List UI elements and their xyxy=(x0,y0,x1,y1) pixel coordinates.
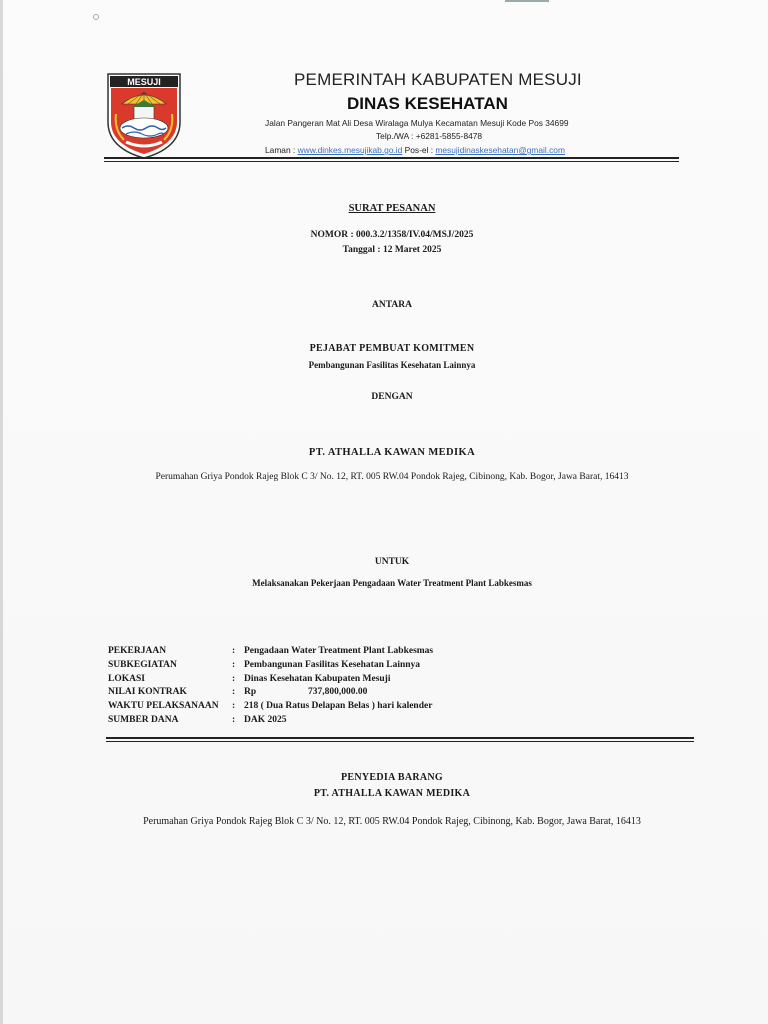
provider-heading: PENYEDIA BARANG xyxy=(340,772,443,783)
detail-value: DAK 2025 xyxy=(244,714,287,725)
email-prefix: Pos-el : xyxy=(402,145,436,155)
government-name: PEMERINTAH KABUPATEN MESUJI xyxy=(294,70,582,89)
purpose-text: Melaksanakan Pekerjaan Pengadaan Water Treatment Plant Labkesmas xyxy=(252,578,532,588)
detail-row-sumber-dana xyxy=(108,715,668,729)
detail-row-lokasi xyxy=(108,674,668,688)
detail-label: PEKERJAAN xyxy=(108,646,167,656)
department-name: DINAS KESEHATAN xyxy=(347,94,508,113)
untuk-heading: UNTUK xyxy=(374,557,410,567)
detail-row-pekerjaan xyxy=(108,646,668,660)
detail-row-waktu-pelaksanaan xyxy=(108,701,668,715)
detail-label: SUMBER DANA xyxy=(108,714,179,725)
details-rule-thin xyxy=(106,741,694,742)
detail-separator: : xyxy=(232,673,236,684)
provider-name: PT. ATHALLA KAWAN MEDIKA xyxy=(313,788,471,799)
document-number: NOMOR : 000.3.2/1358/IV.04/MSJ/2025 xyxy=(310,230,474,240)
detail-value: Pengadaan Water Treatment Plant Labkesmas xyxy=(244,646,434,656)
email-link[interactable]: mesujidinaskesehatan@gmail.com xyxy=(435,145,565,155)
antara-heading: ANTARA xyxy=(372,300,412,310)
detail-separator: : xyxy=(232,701,236,712)
document-title: SURAT PESANAN xyxy=(348,203,436,214)
party2-address: Perumahan Griya Pondok Rajeg Blok C 3/ No. 12, RT. 005 RW.04 Pondok Rajeg, Cibinong, Kab. Bogor, Jawa Barat, 16413 xyxy=(155,472,629,482)
letterhead-rule-thin xyxy=(104,161,679,162)
contract-details xyxy=(108,646,668,729)
detail-value: Pembangunan Fasilitas Kesehatan Lainnya xyxy=(244,659,421,670)
provider-address: Perumahan Griya Pondok Rajeg Blok C 3/ No. 12, RT. 005 RW.04 Pondok Rajeg, Cibinong, Kab. Bogor, Jawa Barat, 16413 xyxy=(143,816,641,827)
details-rule xyxy=(106,737,694,739)
letterhead-address: Jalan Pangeran Mat Ali Desa Wiralaga Mulya Kecamatan Mesuji Kode Pos 34699 xyxy=(265,118,569,128)
detail-label: WAKTU PELAKSANAAN xyxy=(108,701,219,712)
detail-separator: : xyxy=(232,646,236,656)
detail-value: Dinas Kesehatan Kabupaten Mesuji xyxy=(244,673,391,684)
party1-subtitle: Pembangunan Fasilitas Kesehatan Lainnya xyxy=(308,360,476,370)
detail-value: Rp xyxy=(244,687,257,698)
website-prefix: Laman : xyxy=(265,145,298,155)
letterhead-rule xyxy=(104,157,679,159)
letterhead-contacts xyxy=(265,145,565,155)
scan-edge xyxy=(0,0,3,1024)
letterhead-phone: Telp./WA : +6281-5855-8478 xyxy=(376,131,483,141)
website-link[interactable]: www.dinkes.mesujikab.go.id xyxy=(297,145,403,155)
detail-row-nilai-kontrak xyxy=(108,687,668,701)
contract-amount: 737,800,000.00 xyxy=(308,687,368,698)
document-date: Tanggal : 12 Maret 2025 xyxy=(342,245,442,255)
mesuji-emblem-logo xyxy=(104,70,184,160)
logo-label: MESUJI xyxy=(127,77,161,87)
detail-row-subkegiatan xyxy=(108,660,668,674)
detail-separator: : xyxy=(232,687,236,698)
scan-mark xyxy=(505,0,549,2)
detail-label: LOKASI xyxy=(108,673,145,684)
party1-title: PEJABAT PEMBUAT KOMITMEN xyxy=(309,343,475,354)
dengan-heading: DENGAN xyxy=(371,392,413,402)
detail-separator: : xyxy=(232,714,236,725)
detail-label: SUBKEGIATAN xyxy=(108,659,177,670)
detail-separator: : xyxy=(232,659,236,670)
party2-name: PT. ATHALLA KAWAN MEDIKA xyxy=(308,447,476,458)
scan-speck xyxy=(93,14,99,20)
detail-label: NILAI KONTRAK xyxy=(108,687,187,698)
detail-value: 218 ( Dua Ratus Delapan Belas ) hari kalender xyxy=(244,701,433,712)
